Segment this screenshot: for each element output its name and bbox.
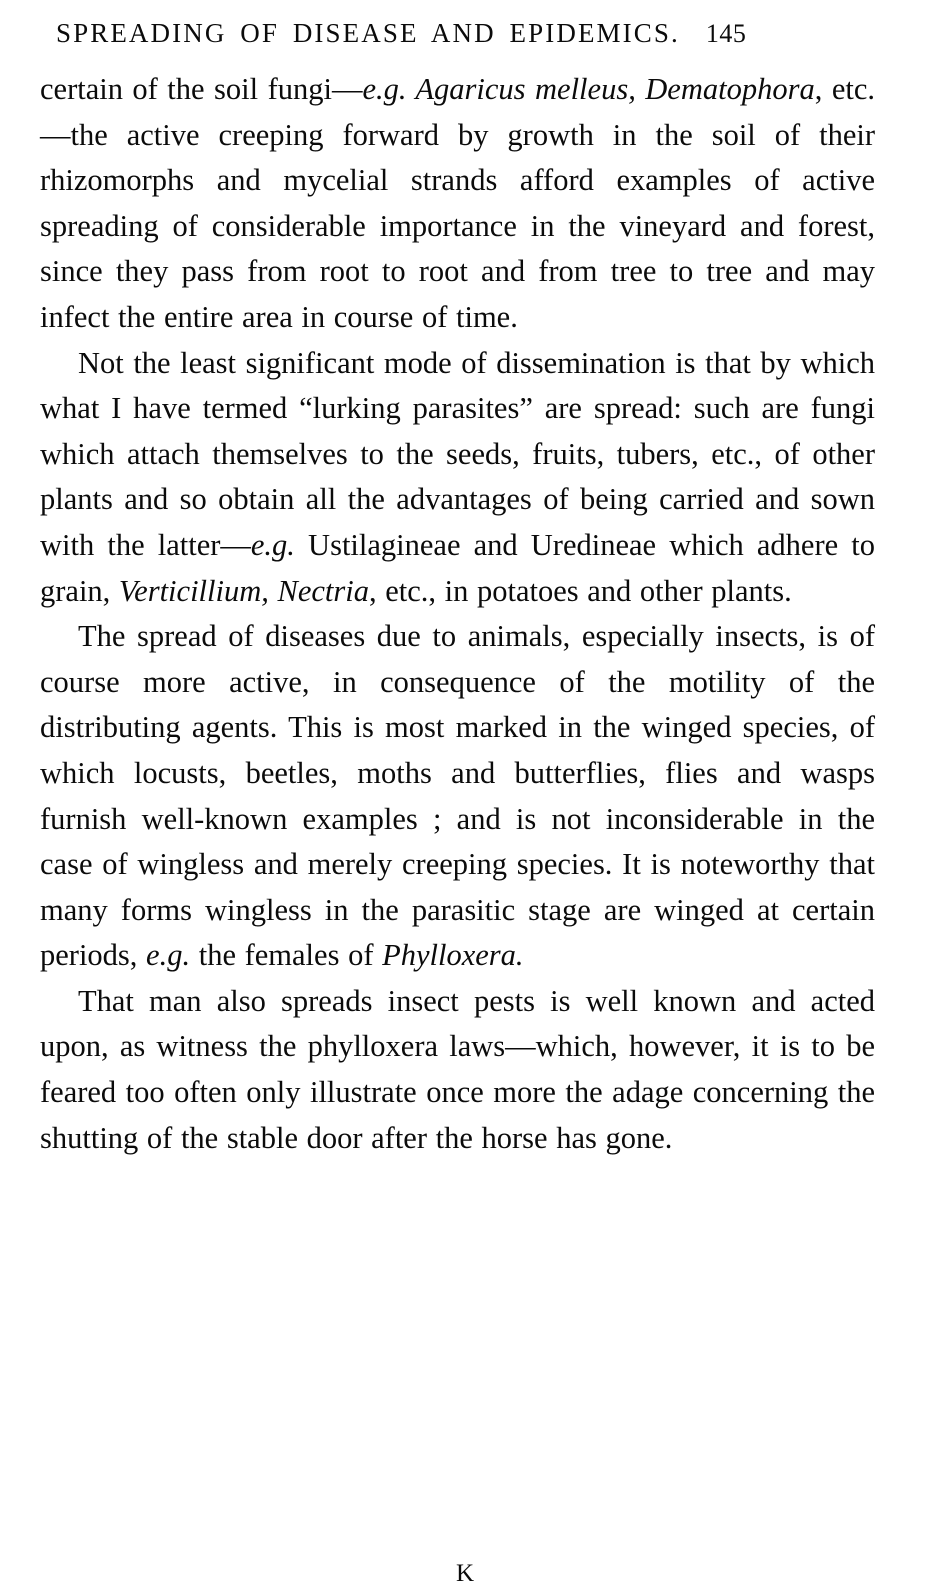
signature-mark: K xyxy=(455,1560,476,1587)
paragraph-man-spreads xyxy=(40,979,875,1161)
text-run-italic: Verticillium, Nectria xyxy=(118,573,369,608)
text-run: Not the least significant mode of dissemination is that by which what I have termed “lurking parasites” are spread: such are fungi which attach themselves to the seeds, fruits, tubers, etc., of other plants and so obtain all the advantages of being carried and sown with the latter— xyxy=(40,345,875,562)
text-run-italic: e.g. xyxy=(146,938,191,973)
page-body xyxy=(22,67,891,1161)
text-run-italic: e.g. Agaricus melleus, Dematophora xyxy=(362,72,815,106)
text-run: The spread of diseases due to animals, especially insects, is of course more active, in consequence of the motility of the distributing agents. This is most marked in the winged species, of which locusts, beetles, moths and butterflies, flies and wasps furnish well-known examples ; and is not inconsiderable in the case of wingless and merely creeping species. It is noteworthy that many forms wingless in the parasitic stage are winged at certain periods, xyxy=(40,619,875,973)
paragraph-lurking-parasites xyxy=(40,341,875,615)
text-run: , etc.—the active creeping forward by growth in the soil of their rhizomorphs and mycelial strands afford examples of active spreading of considerable importance in the vineyard and forest, since they pass from root to root and from tree to tree and may infect the entire area in course of time. xyxy=(40,72,875,334)
text-run: Ustilagineae and Uredineae which adhere to grain, xyxy=(40,527,875,608)
paragraph-animals-insects xyxy=(40,614,875,979)
text-run: That man also spreads insect pests is well known and acted upon, as witness the phylloxera laws—which, however, it is to be feared too often only illustrate once more the adage concerning the shutting of the stable door after the horse has gone. xyxy=(40,983,875,1155)
text-run: , etc., in potatoes and other plants. xyxy=(368,573,792,608)
running-head-title: SPREADING OF DISEASE AND EPIDEMICS. xyxy=(56,18,680,48)
running-head xyxy=(22,18,891,49)
text-run: certain of the soil fungi— xyxy=(40,72,363,106)
page-number: 145 xyxy=(705,19,747,48)
text-run-italic: e.g. xyxy=(250,527,295,562)
paragraph-soil-fungi xyxy=(40,67,875,341)
text-run-italic: Phylloxera. xyxy=(382,938,524,973)
text-run: the females of xyxy=(190,938,383,973)
